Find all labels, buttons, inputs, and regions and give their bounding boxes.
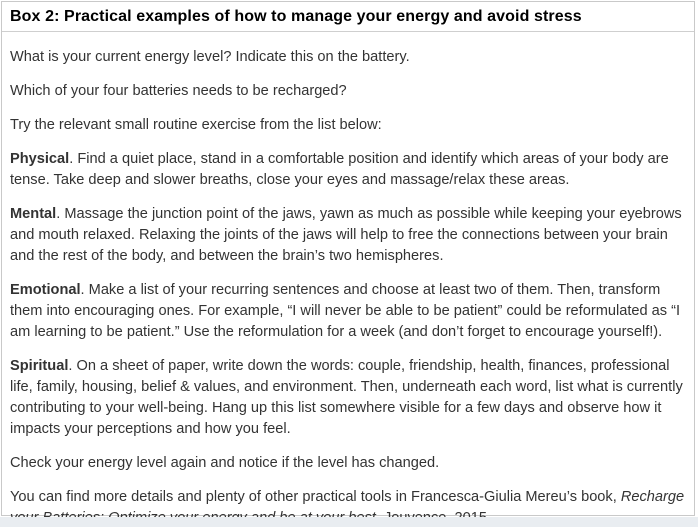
section-text-mental: . Massage the junction point of the jaws, yawn as much as possible while keeping your eyebrows and mouth relaxed. Relaxing the joints of the jaws will help to free the connections between your brain and the rest of the body, and between the brain’s two hemispheres. — [10, 206, 682, 264]
section-emotional — [10, 280, 686, 343]
section-mental — [10, 204, 686, 267]
section-text-spiritual: . On a sheet of paper, write down the words: couple, friendship, health, finances, professional life, family, housing, belief & values, and environment. Then, underneath each word, list what is currently contributing to your well-being. Hang up this list somewhere visible for a few days and observe how it impacts your perceptions and how you feel. — [10, 358, 683, 437]
section-label-mental: Mental — [10, 206, 57, 222]
book-title: Recharge — [620, 489, 685, 505]
box-header — [2, 2, 694, 32]
intro-which-battery: Which of your four batteries needs to be recharged? — [10, 83, 347, 99]
practical-examples-box — [1, 1, 695, 516]
intro-try-exercise: Try the relevant small routine exercise from the list below: — [10, 117, 382, 133]
page-bottom-strip — [0, 517, 698, 527]
check-energy-paragraph: Check your energy level again and notice if the level has changed. — [10, 455, 440, 471]
section-label-spiritual: Spiritual — [10, 358, 69, 374]
section-label-physical: Physical — [10, 151, 70, 167]
box-body — [2, 47, 694, 529]
section-physical — [10, 149, 686, 191]
section-spiritual — [10, 356, 686, 440]
section-text-physical: . Find a quiet place, stand in a comfortable position and identify which areas of your body are tense. Take deep and slower breaths, close your eyes and massage/relax these areas. — [10, 151, 669, 188]
box-title: Box 2: Practical examples of how to manage your energy and avoid stress — [10, 8, 582, 25]
more-details-prefix: You can find more details and plenty of other practical tools in Francesca-Giulia Mereu’s book, — [10, 489, 621, 505]
section-text-emotional: . Make a list of your recurring sentences and choose at least two of them. Then, transform them into encouraging ones. For example, “I will never be able to be patient” could be reformulated as “I am learning to be patient.” Use the reformulation for a week (and don’t forget to encourage yourself!). — [10, 282, 681, 340]
section-label-emotional: Emotional — [10, 282, 81, 298]
intro-energy-level: What is your current energy level? Indicate this on the battery. — [10, 49, 410, 65]
